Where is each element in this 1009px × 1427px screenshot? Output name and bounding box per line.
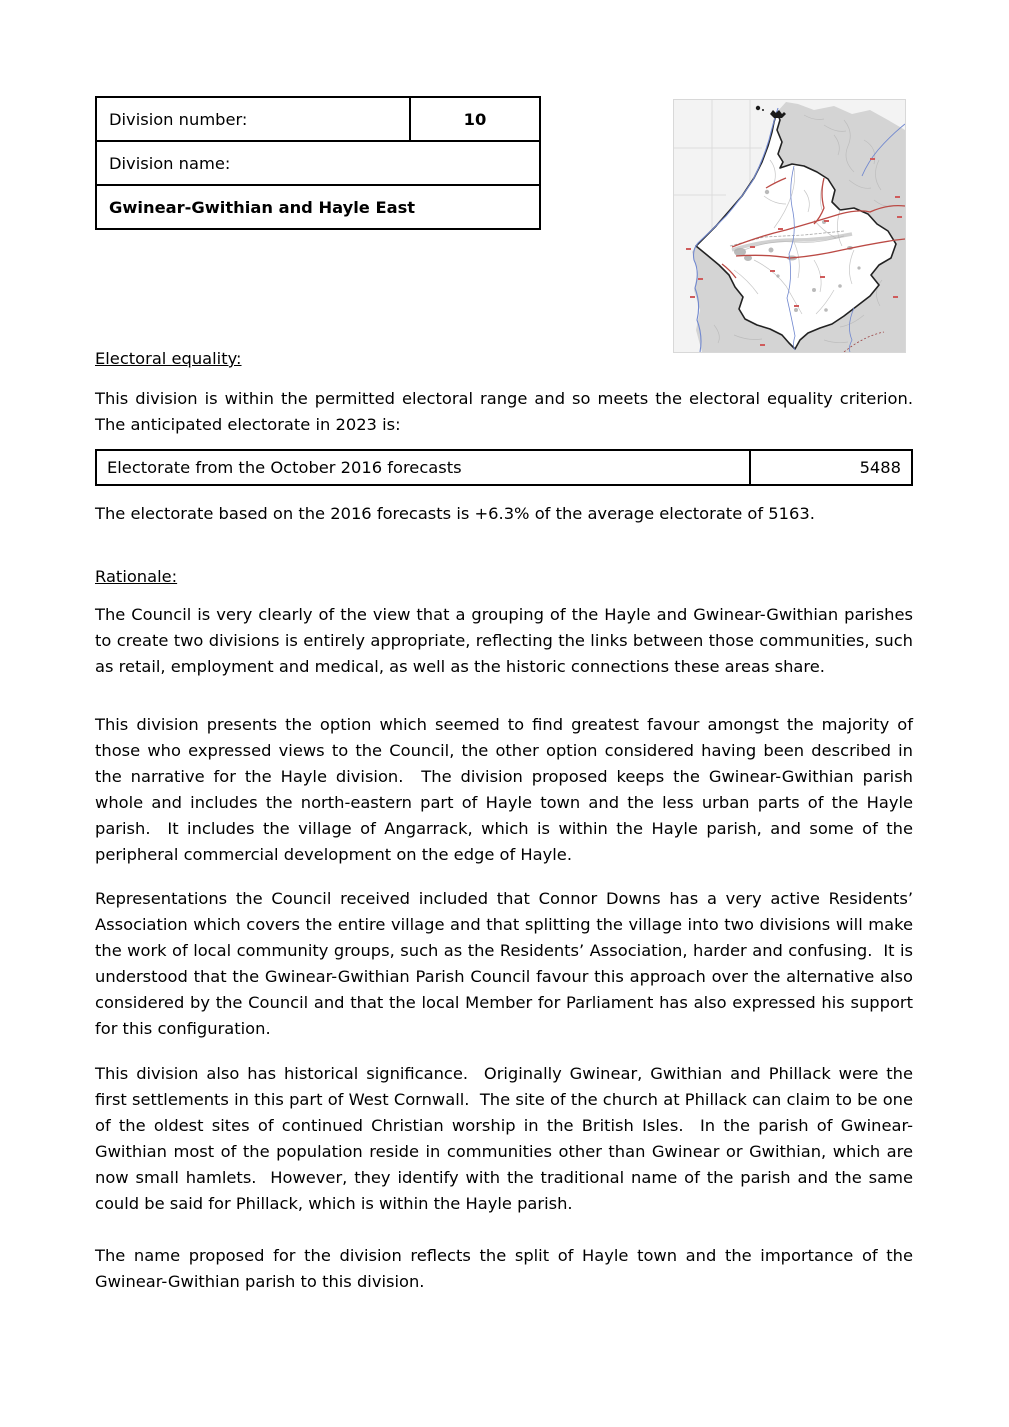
electorate-value: 5488	[750, 450, 912, 485]
electorate-label: Electorate from the October 2016 forecasts	[96, 450, 750, 485]
table-row	[96, 141, 540, 185]
electoral-equality-heading: Electoral equality:	[95, 349, 242, 368]
electorate-table	[95, 449, 913, 486]
division-map-image	[674, 100, 905, 352]
division-number-label: Division number:	[96, 97, 410, 141]
division-name-label: Division name:	[96, 141, 540, 185]
rationale-paragraph-1: The Council is very clearly of the view that a grouping of the Hayle and Gwinear-Gwithian parishes to create two divisions is entirely appropriate, reflecting the links between those communities, such as retail, employment and medical, as well as the historic connections these areas share.	[95, 605, 919, 676]
rationale-heading: Rationale:	[95, 567, 178, 586]
rationale-paragraph-4: This division also has historical significance. Originally Gwinear, Gwithian and Phillack were the first settlements in this part of West Cornwall. The site of the church at Phillack can claim to be one of the oldest sites of continued Christian worship in the British Isles. In the parish of Gwinear-Gwithian most of the population reside in communities other than Gwinear or Gwithian, which are now small hamlets. However, they identify with the traditional name of the parish and the same could be said for Phillack, which is within the Hayle parish.	[95, 1064, 919, 1213]
table-row	[96, 97, 540, 141]
table-row	[96, 450, 912, 485]
division-name-value: Gwinear-Gwithian and Hayle East	[96, 185, 540, 229]
table-row	[96, 185, 540, 229]
division-map	[674, 100, 905, 352]
electorate-summary: The electorate based on the 2016 forecasts is +6.3% of the average electorate of 5163.	[95, 504, 815, 523]
electoral-equality-intro: This division is within the permitted electoral range and so meets the electoral equality criterion. The anticipated electorate in 2023 is:	[95, 389, 924, 434]
rationale-paragraph-2: This division presents the option which seemed to find greatest favour amongst the majority of those who expressed views to the Council, the other option considered having been described in the narrative for the Hayle division. The division proposed keeps the Gwinear-Gwithian parish whole and includes the north-eastern part of Hayle town and the less urban parts of the Hayle parish. It includes the village of Angarrack, which is within the Hayle parish, and some of the peripheral commercial development on the edge of Hayle.	[95, 715, 919, 864]
division-number-value: 10	[410, 97, 540, 141]
rationale-paragraph-5: The name proposed for the division reflects the split of Hayle town and the importance of the Gwinear-Gwithian parish to this division.	[95, 1246, 919, 1291]
division-info-table	[95, 96, 541, 230]
rationale-paragraph-3: Representations the Council received included that Connor Downs has a very active Residents’ Association which covers the entire village and that splitting the village into two divisions will make the work of local community groups, such as the Residents’ Association, harder and confusing. It is understood that the Gwinear-Gwithian Parish Council favour this approach over the alternative also considered by the Council and that the local Member for Parliament has also expressed his support for this configuration.	[95, 889, 919, 1038]
